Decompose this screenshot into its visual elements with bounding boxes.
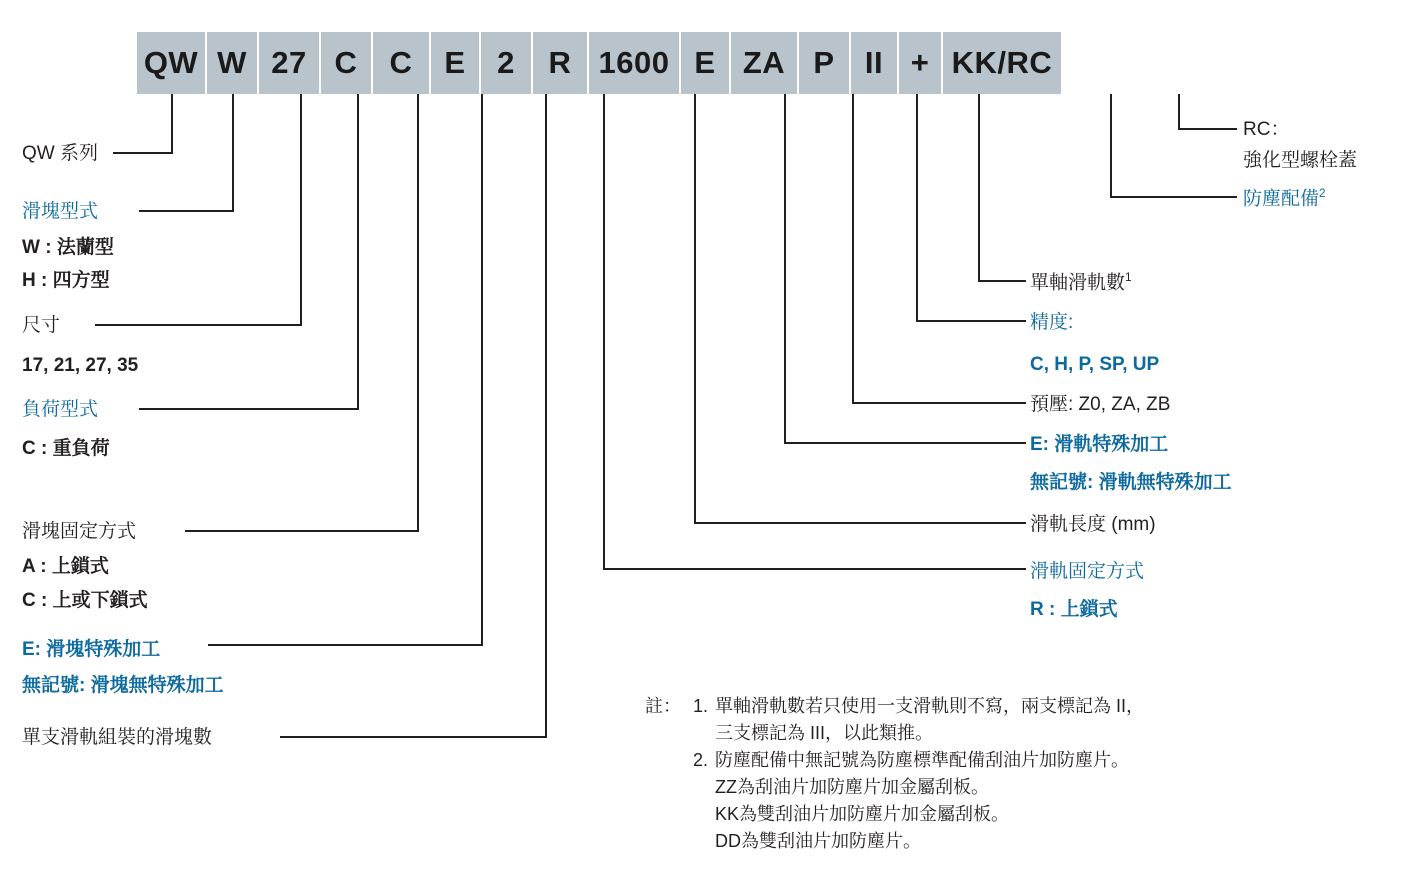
- label-rc-title: RC：: [1243, 119, 1290, 140]
- leader-line-dustproof-horizontal: [1110, 196, 1237, 198]
- leader-line-accuracy-vertical: [916, 94, 918, 322]
- code-cell-block-special: E: [431, 32, 481, 94]
- note-2-text: 防塵配備中無記號為防塵標準配備刮油片加防塵片。: [715, 750, 1129, 770]
- label-block-special-none: 無記號: 滑塊無特殊加工: [22, 675, 224, 696]
- leader-line-size-vertical: [300, 94, 302, 326]
- label-block-special-e: E: 滑塊特殊加工: [22, 639, 161, 660]
- leader-line-rail-length-vertical: [694, 94, 696, 524]
- label-dustproof-superscript: 2: [1319, 187, 1326, 200]
- label-dustproof-text: 防塵配備: [1243, 188, 1320, 210]
- label-accuracy-values: C, H, P, SP, UP: [1030, 354, 1160, 375]
- label-size-values: 17, 21, 27, 35: [22, 355, 139, 376]
- leader-line-rail-length-horizontal: [694, 522, 1026, 524]
- leader-line-accuracy-horizontal: [916, 320, 1026, 322]
- leader-line-block-special-vertical: [481, 94, 483, 646]
- leader-line-block-type-vertical: [232, 94, 234, 212]
- leader-line-block-fixing-vertical: [417, 94, 419, 532]
- leader-line-block-type-horizontal: [139, 210, 234, 212]
- leader-line-preload-horizontal: [852, 402, 1026, 404]
- code-cell-block-type: W: [207, 32, 259, 94]
- label-rail-fixing-title: 滑軌固定方式: [1030, 561, 1145, 582]
- label-block-fixing-title: 滑塊固定方式: [22, 521, 137, 542]
- leader-line-rail-fixing-vertical: [603, 94, 605, 570]
- leader-line-load-type-vertical: [357, 94, 359, 410]
- label-rc-desc: 強化型螺栓蓋: [1243, 150, 1358, 171]
- note-2-sub-1: ZZ為刮油片加防塵片加金屬刮板。: [715, 777, 989, 797]
- label-block-type-title: 滑塊型式: [22, 201, 99, 222]
- leader-line-rail-qty-vertical: [978, 94, 980, 282]
- leader-line-load-type-horizontal: [139, 408, 359, 410]
- label-rail-fixing-r: R : 上鎖式: [1030, 599, 1118, 620]
- leader-line-dustproof-vertical: [1110, 94, 1112, 198]
- label-rail-qty: [1030, 270, 1132, 297]
- leader-line-rail-fixing-horizontal: [603, 568, 1026, 570]
- label-dustproof: [1243, 186, 1326, 213]
- code-cell-block-count: 2: [481, 32, 533, 94]
- code-cell-rail-special: E: [681, 32, 731, 94]
- leader-line-preload-vertical: [852, 94, 854, 404]
- label-block-type-w: W : 法蘭型: [22, 237, 114, 258]
- leader-line-block-count-vertical: [545, 94, 547, 738]
- label-block-fixing-c: C : 上或下鎖式: [22, 590, 148, 611]
- notes-block: [645, 693, 1144, 855]
- label-block-type-h: H : 四方型: [22, 270, 110, 291]
- code-cell-load-type: C: [321, 32, 373, 94]
- leader-line-block-count-horizontal: [280, 736, 547, 738]
- note-2-number: 2.: [693, 750, 709, 770]
- leader-line-size-horizontal: [95, 324, 302, 326]
- note-1-number: 1.: [693, 696, 709, 716]
- note-item-2: [693, 747, 1144, 774]
- note-1-text: 單軸滑軌數若只使用一支滑軌則不寫，兩支標記為 II，: [715, 696, 1145, 716]
- leader-line-rc-horizontal: [1178, 128, 1237, 130]
- leader-line-rail-special-horizontal: [784, 442, 1026, 444]
- code-cell-accuracy: P: [799, 32, 851, 94]
- note-2-sub-3: DD為雙刮油片加防塵片。: [715, 831, 921, 851]
- code-cell-rail-fixing: R: [533, 32, 589, 94]
- label-accuracy-title: 精度:: [1030, 312, 1074, 333]
- leader-line-block-special-horizontal: [208, 644, 483, 646]
- note-item-1: [693, 693, 1144, 720]
- code-cell-dustproof: KK/RC: [943, 32, 1061, 94]
- label-rail-special-none: 無記號: 滑軌無特殊加工: [1030, 472, 1232, 493]
- label-rail-special-e: E: 滑軌特殊加工: [1030, 434, 1169, 455]
- leader-line-rc-vertical: [1178, 94, 1180, 130]
- code-cell-rail-qty: II: [851, 32, 899, 94]
- code-cell-series: QW: [137, 32, 207, 94]
- leader-line-rail-qty-horizontal: [978, 280, 1026, 282]
- notes-label: 註：: [645, 696, 681, 716]
- part-number-code-row: [137, 32, 1061, 94]
- label-size-title: 尺寸: [22, 315, 61, 336]
- code-cell-plus: +: [899, 32, 943, 94]
- code-cell-block-fixing: C: [373, 32, 431, 94]
- label-load-type-c: C : 重負荷: [22, 438, 110, 459]
- label-block-fixing-a: A : 上鎖式: [22, 556, 109, 577]
- leader-line-rail-special-vertical: [784, 94, 786, 444]
- label-rail-length: 滑軌長度 (mm): [1030, 514, 1156, 535]
- leader-line-series-vertical: [171, 94, 173, 154]
- leader-line-series-horizontal: [113, 152, 173, 154]
- label-series: QW 系列: [22, 143, 98, 164]
- label-preload: 預壓: Z0, ZA, ZB: [1030, 394, 1171, 415]
- label-block-count: 單支滑軌組裝的滑塊數: [22, 727, 213, 748]
- label-rail-qty-superscript: 1: [1125, 271, 1132, 284]
- code-cell-preload: ZA: [731, 32, 799, 94]
- label-load-type-title: 負荷型式: [22, 399, 99, 420]
- label-rail-qty-text: 單軸滑軌數: [1030, 272, 1126, 294]
- note-1-sub-1: 三支標記為 III，以此類推。: [715, 723, 934, 743]
- code-cell-size: 27: [259, 32, 321, 94]
- code-cell-rail-length: 1600: [589, 32, 681, 94]
- leader-line-block-fixing-horizontal: [185, 530, 419, 532]
- note-2-sub-2: KK為雙刮油片加防塵片加金屬刮板。: [715, 804, 1010, 824]
